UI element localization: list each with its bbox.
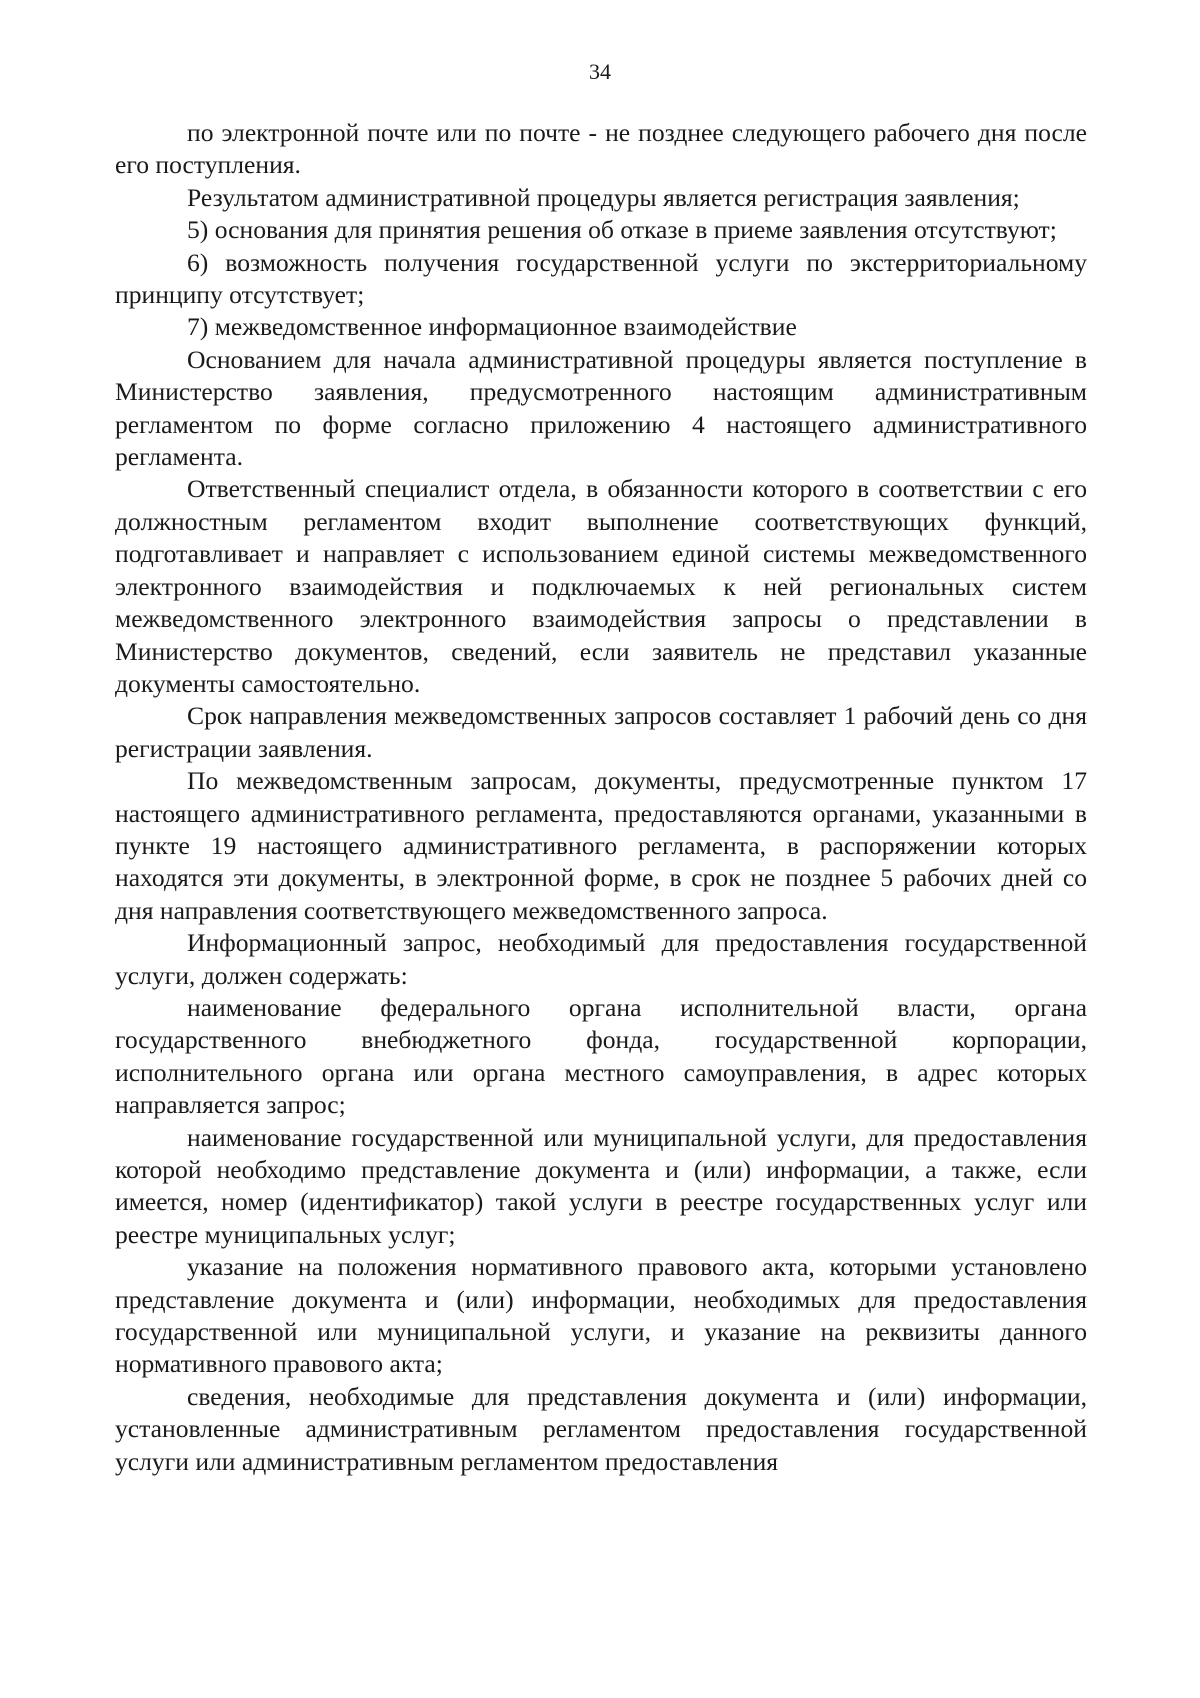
paragraph: указание на положения нормативного правового акта, которыми установлено представление документа и (или) информации, необходимых для предоставления государственной или муниципальной услуги, и указание на реквизиты данного нормативного правового акта; <box>115 1252 1087 1379</box>
paragraph: Информационный запрос, необходимый для предоставления государственной услуги, должен содержать: <box>115 928 1087 990</box>
document-body <box>115 117 1087 1478</box>
paragraph: 5) основания для принятия решения об отказе в приеме заявления отсутствуют; <box>187 215 1057 245</box>
paragraph: 6) возможность получения государственной услуги по экстерриториальному принципу отсутствует; <box>115 247 1087 310</box>
paragraph: Основанием для начала административной процедуры является поступление в Министерство заявления, предусмотренного настоящим административным регламентом по форме согласно приложению 4 настоящего административного регламента. <box>115 344 1087 472</box>
paragraph: Ответственный специалист отдела, в обязанности которого в соответствии с его должностным регламентом входит выполнение соответствующих функций, подготавливает и направляет с использованием единой системы межведомственного электронного взаимодействия и подключаемых к ней региональных систем межведомственного электронного взаимодействия запросы о представлении в Министерство документов, сведений, если заявитель не представил указанные документы самостоятельно. <box>115 474 1087 698</box>
paragraph: сведения, необходимые для представления документа и (или) информации, установленные административным регламентом предоставления государственной услуги или административным регламентом предоставления <box>115 1381 1087 1476</box>
paragraph: 7) межведомственное информационное взаимодействие <box>187 312 797 342</box>
paragraph: Результатом административной процедуры является регистрация заявления; <box>187 182 1020 212</box>
page-number: 34 <box>589 59 611 84</box>
paragraph: По межведомственным запросам, документы, предусмотренные пунктом 17 настоящего административного регламента, предоставляются органами, указанными в пункте 19 настоящего административного регламента, в распоряжении которых находятся эти документы, в электронной форме, в срок не позднее 5 рабочих дней со дня направления соответствующего межведомственного запроса. <box>115 766 1087 925</box>
paragraph: по электронной почте или по почте - не позднее следующего рабочего дня после его поступления. <box>115 118 1087 180</box>
paragraph: наименование государственной или муниципальной услуги, для предоставления которой необходимо представление документа и (или) информации, а также, если имеется, номер (идентификатор) такой услуги в реестре государственных услуг или реестре муниципальных услуг; <box>115 1122 1087 1249</box>
paragraph: наименование федерального органа исполнительной власти, органа государственного внебюджетного фонда, государственной корпорации, исполнительного органа или органа местного самоуправления, в адрес которых направляется запрос; <box>115 992 1087 1120</box>
paragraph: Срок направления межведомственных запросов составляет 1 рабочий день со дня регистрации заявления. <box>115 701 1087 763</box>
